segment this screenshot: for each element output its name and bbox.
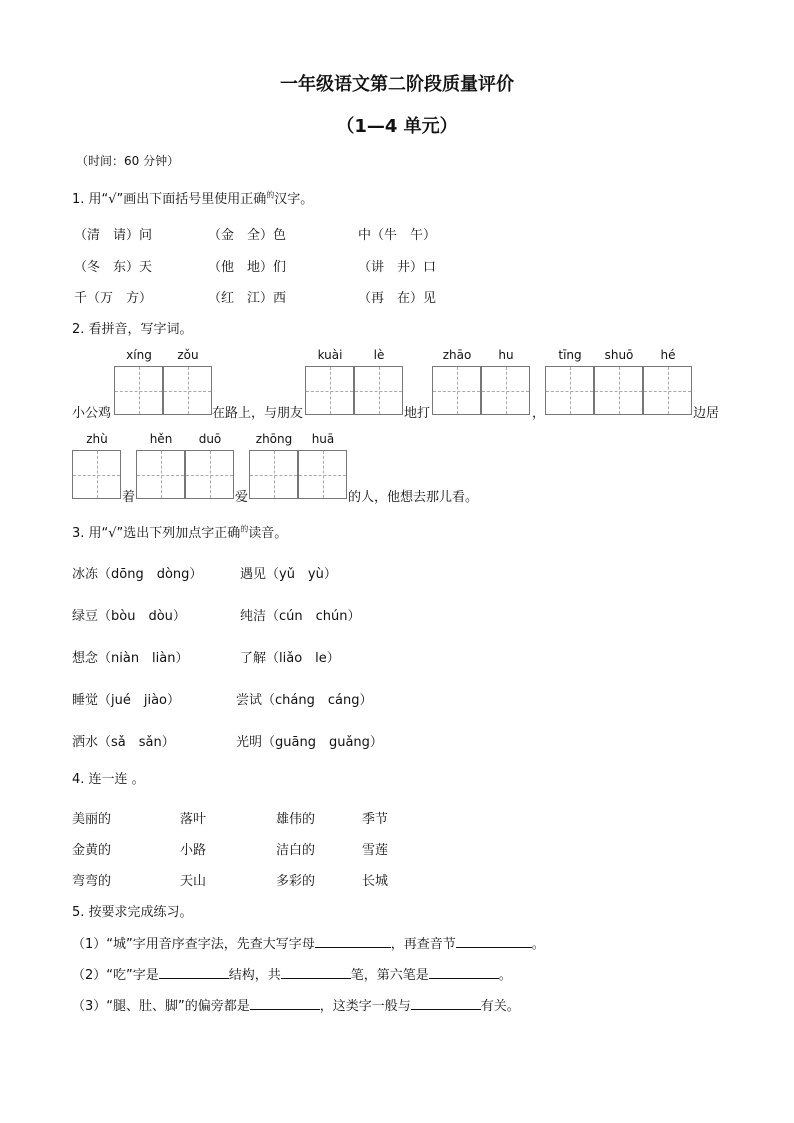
- q3-item: 洒水（sǎ sǎn）: [72, 735, 175, 750]
- writing-box[interactable]: [185, 450, 234, 499]
- q3-item: 了解（liǎo le）: [240, 651, 340, 666]
- answer-blank[interactable]: [456, 934, 532, 948]
- pinyin: zhōng: [255, 432, 293, 446]
- q5-text: 有关。: [480, 999, 520, 1014]
- match-word: 雄伟的: [276, 812, 316, 827]
- q5-text: （3）“腿、肚、脚”的偏旁都是: [72, 999, 250, 1014]
- match-word: 长城: [362, 874, 389, 889]
- pinyin: zhù: [86, 432, 108, 446]
- q1-item: （他 地）们: [208, 260, 287, 275]
- q2-text: 地打: [404, 406, 431, 421]
- writing-box[interactable]: [163, 366, 212, 415]
- pinyin: shuō: [604, 348, 634, 362]
- q1-item: 中（牛 午）: [358, 228, 437, 243]
- q5-text: ，这类字一般与: [319, 999, 411, 1014]
- pinyin: hé: [660, 348, 676, 362]
- match-word: 弯弯的: [72, 874, 112, 889]
- match-word: 美丽的: [72, 812, 112, 827]
- pinyin: hěn: [149, 432, 173, 446]
- q3-item: 睡觉（jué jiào）: [72, 693, 180, 708]
- writing-box[interactable]: [72, 450, 121, 499]
- q5-text: 。: [531, 937, 545, 952]
- q5-item-2: [72, 964, 512, 983]
- q3-item: 冰冻（dōng dòng）: [72, 567, 203, 582]
- q4-heading: 4. 连一连 。: [72, 772, 145, 787]
- q2-text: ，: [532, 406, 546, 421]
- writing-box[interactable]: [432, 366, 481, 415]
- answer-blank[interactable]: [411, 996, 481, 1010]
- q5-text: ，再查音节: [390, 937, 456, 952]
- q2-text: 边居: [693, 406, 720, 421]
- match-word: 落叶: [180, 812, 207, 827]
- q1-item: （金 全）色: [208, 228, 287, 243]
- q2-heading: 2. 看拼音，写字词。: [72, 322, 193, 337]
- q2-text: 小公鸡: [72, 406, 112, 421]
- match-word: 小路: [180, 843, 207, 858]
- pinyin: tīng: [558, 348, 582, 362]
- q1-heading-main: 1. 用“√”画出下面括号里使用正确: [72, 192, 267, 207]
- match-word: 天山: [180, 874, 207, 889]
- q1-item: （讲 井）口: [358, 260, 437, 275]
- q1-heading-sup: 的: [266, 190, 275, 200]
- q3-heading: [72, 522, 287, 541]
- q2-text: 在路上，与朋友: [212, 406, 304, 421]
- q5-text: 结构，共: [228, 968, 281, 983]
- q5-text: （1）“城”字用音序查字法，先查大写字母: [72, 937, 315, 952]
- q5-text: （2）“吃”字是: [72, 968, 159, 983]
- pinyin: lè: [373, 348, 385, 362]
- writing-box[interactable]: [481, 366, 530, 415]
- pinyin: zǒu: [177, 348, 199, 362]
- q3-item: 尝试（cháng cáng）: [236, 693, 373, 708]
- match-word: 季节: [362, 812, 389, 827]
- q1-item: （红 江）西: [208, 291, 287, 306]
- q5-heading: 5. 按要求完成练习。: [72, 905, 193, 920]
- q1-item: （冬 东）天: [74, 260, 153, 275]
- q3-item: 遇见（yǔ yù）: [240, 567, 337, 582]
- pinyin: kuài: [317, 348, 343, 362]
- writing-box[interactable]: [594, 366, 643, 415]
- pinyin: zhāo: [442, 348, 472, 362]
- page-subtitle: （1—4 单元）: [336, 116, 458, 137]
- q5-text: 。: [498, 968, 512, 983]
- answer-blank[interactable]: [250, 996, 320, 1010]
- q3-heading-sup: 的: [240, 524, 249, 534]
- q1-heading-end: 汉字。: [274, 192, 314, 207]
- q3-heading-main: 3. 用“√”选出下列加点字正确: [72, 526, 241, 541]
- pinyin: duō: [198, 432, 222, 446]
- q2-text: 的人，他想去那儿看。: [348, 490, 479, 505]
- answer-blank[interactable]: [281, 965, 351, 979]
- writing-box[interactable]: [643, 366, 692, 415]
- time-note: （时间：60 分钟）: [76, 154, 180, 168]
- q3-item: 光明（guāng guǎng）: [236, 735, 383, 750]
- match-word: 雪莲: [362, 843, 389, 858]
- q3-item: 纯洁（cún chún）: [240, 609, 361, 624]
- pinyin: hu: [498, 348, 514, 362]
- writing-box[interactable]: [305, 366, 354, 415]
- answer-blank[interactable]: [315, 934, 391, 948]
- writing-box[interactable]: [114, 366, 163, 415]
- q3-heading-end: 读音。: [248, 526, 288, 541]
- q2-text: 着: [122, 490, 136, 505]
- answer-blank[interactable]: [429, 965, 499, 979]
- writing-box[interactable]: [354, 366, 403, 415]
- pinyin: huā: [311, 432, 335, 446]
- q5-item-3: [72, 995, 520, 1014]
- writing-box[interactable]: [136, 450, 185, 499]
- q1-item: （再 在）见: [358, 291, 437, 306]
- writing-box[interactable]: [249, 450, 298, 499]
- answer-blank[interactable]: [159, 965, 229, 979]
- match-word: 金黄的: [72, 843, 112, 858]
- q1-item: （清 请）问: [74, 228, 153, 243]
- page-title: 一年级语文第二阶段质量评价: [280, 74, 514, 95]
- q3-item: 绿豆（bòu dòu）: [72, 609, 186, 624]
- pinyin: xíng: [126, 348, 152, 362]
- q5-item-1: [72, 933, 545, 952]
- q1-item: 千（万 方）: [74, 291, 153, 306]
- q2-text: 爱: [235, 490, 249, 505]
- q5-text: 笔，第六笔是: [350, 968, 429, 983]
- match-word: 洁白的: [276, 843, 316, 858]
- q1-heading: [72, 188, 313, 207]
- writing-box[interactable]: [545, 366, 594, 415]
- writing-box[interactable]: [298, 450, 347, 499]
- match-word: 多彩的: [276, 874, 316, 889]
- q3-item: 想念（niàn liàn）: [72, 651, 189, 666]
